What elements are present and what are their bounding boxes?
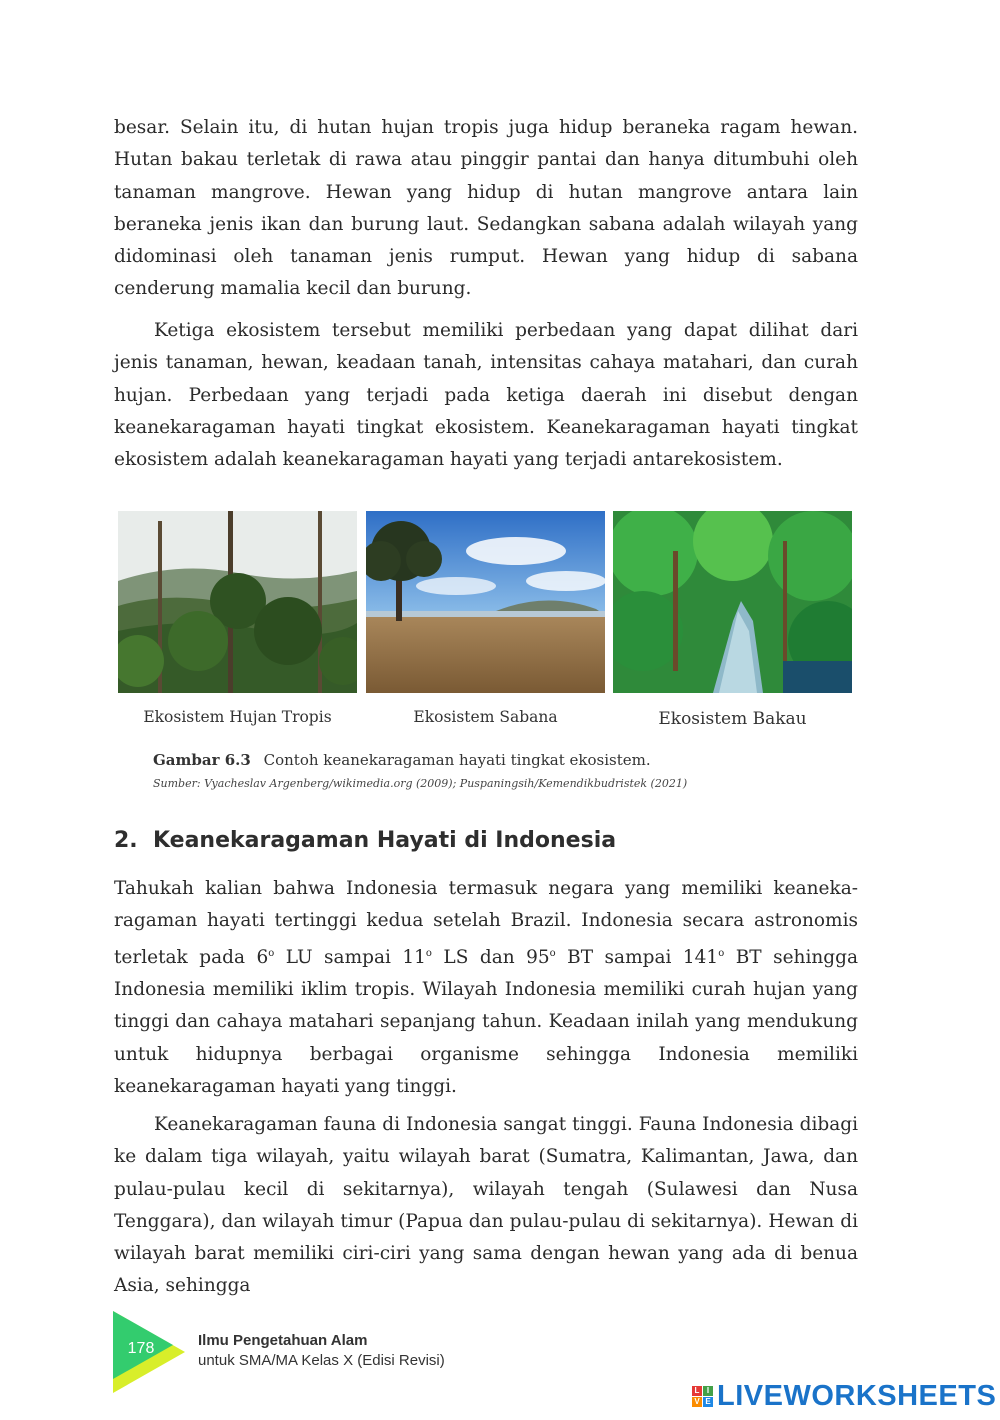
photo-sabana — [366, 511, 605, 693]
figure-caption — [153, 751, 651, 769]
paragraph-3: Tahukah kalian bahwa Indonesia termasuk negara yang memiliki keanekaragaman hayati tertinggi kedua setelah Brazil. Indonesia secara astronomis terletak pada 6$^o$ LU sampai 11$^o$ LS dan 95$^o$ BT sampai 141$^o$ BT sehingga Indonesia memiliki iklim tropis. Wilayah Indonesia memiliki curah hujan yang tinggi dan cahaya matahari sepanjang tahun. Keadaan inilah yang mendukung untuk hidupnya berbagai organisme sehingga Indonesia memiliki keanekaragaman hayati yang tinggi. — [114, 878, 859, 1097]
section-number: 2. — [114, 828, 138, 853]
caption-bakau: Ekosistem Bakau — [658, 709, 807, 729]
section-title: Keanekaragaman Hayati di Indonesia — [153, 828, 617, 853]
paragraph-1: besar. Selain itu, di hutan hujan tropis juga hidup beraneka ragam hewan. Hutan bakau terletak di rawa atau pinggir pantai dan hanya ditumbuhi oleh tanaman mangrove. Hewan yang hidup di hutan mangrove antara lain beraneka jenis ikan dan burung laut. Sedangkan sabana adalah wilayah yang didominasi oleh tanaman jenis rumput. Hewan yang hidup di sabana cenderung mamalia kecil dan burung. — [114, 117, 858, 300]
paragraph-4: Keanekaragaman fauna di Indonesia sangat tinggi. Fauna Indonesia dibagi ke dalam tiga wilayah, yaitu wilayah barat (Sumatra, Kalimantan, Jawa, dan pulau-pulau kecil di sekitarnya), wilayah tengah (Sulawesi dan Nusa Tenggara), dan wilayah timur (Papua dan pulau-pulau di sekitarnya). Hewan di wilayah barat memiliki ciri-ciri yang sama dengan hewan yang ada di benua Asia, sehingga — [114, 1114, 858, 1297]
liveworksheets-text: LIVEWORKSHEETS — [717, 1379, 997, 1412]
footer-book-subtitle: untuk SMA/MA Kelas X (Edisi Revisi) — [198, 1352, 445, 1369]
caption-hujan-tropis: Ekosistem Hujan Tropis — [143, 708, 332, 726]
liveworksheets-badge-icon: L I V E — [692, 1386, 713, 1407]
page-number: 178 — [127, 1340, 155, 1357]
photo-bakau — [613, 511, 852, 693]
figure-source: Sumber: Vyacheslav Argenberg/wikimedia.org (2009); Puspaningsih/Kemendikbudristek (2021) — [153, 777, 688, 790]
caption-sabana: Ekosistem Sabana — [413, 708, 558, 726]
photo-hujan-tropis — [118, 511, 357, 693]
footer-book-title: Ilmu Pengetahuan Alam — [198, 1332, 368, 1349]
paragraph-2: Ketiga ekosistem tersebut memiliki perbedaan yang dapat dilihat dari jenis tanaman, hewan, keadaan tanah, intensitas cahaya matahari, dan curah hujan. Perbedaan yang terjadi pada ketiga daerah ini disebut dengan keanekaragaman hayati tingkat ekosistem. Keanekaragaman hayati tingkat ekosistem adalah keanekaragaman hayati yang terjadi antarekosistem. — [114, 320, 858, 471]
figure-caption-text: Contoh keanekaragaman hayati tingkat ekosistem. — [263, 751, 651, 769]
figure-label: Gambar 6.3 — [153, 751, 251, 769]
liveworksheets-logo — [692, 1380, 996, 1412]
